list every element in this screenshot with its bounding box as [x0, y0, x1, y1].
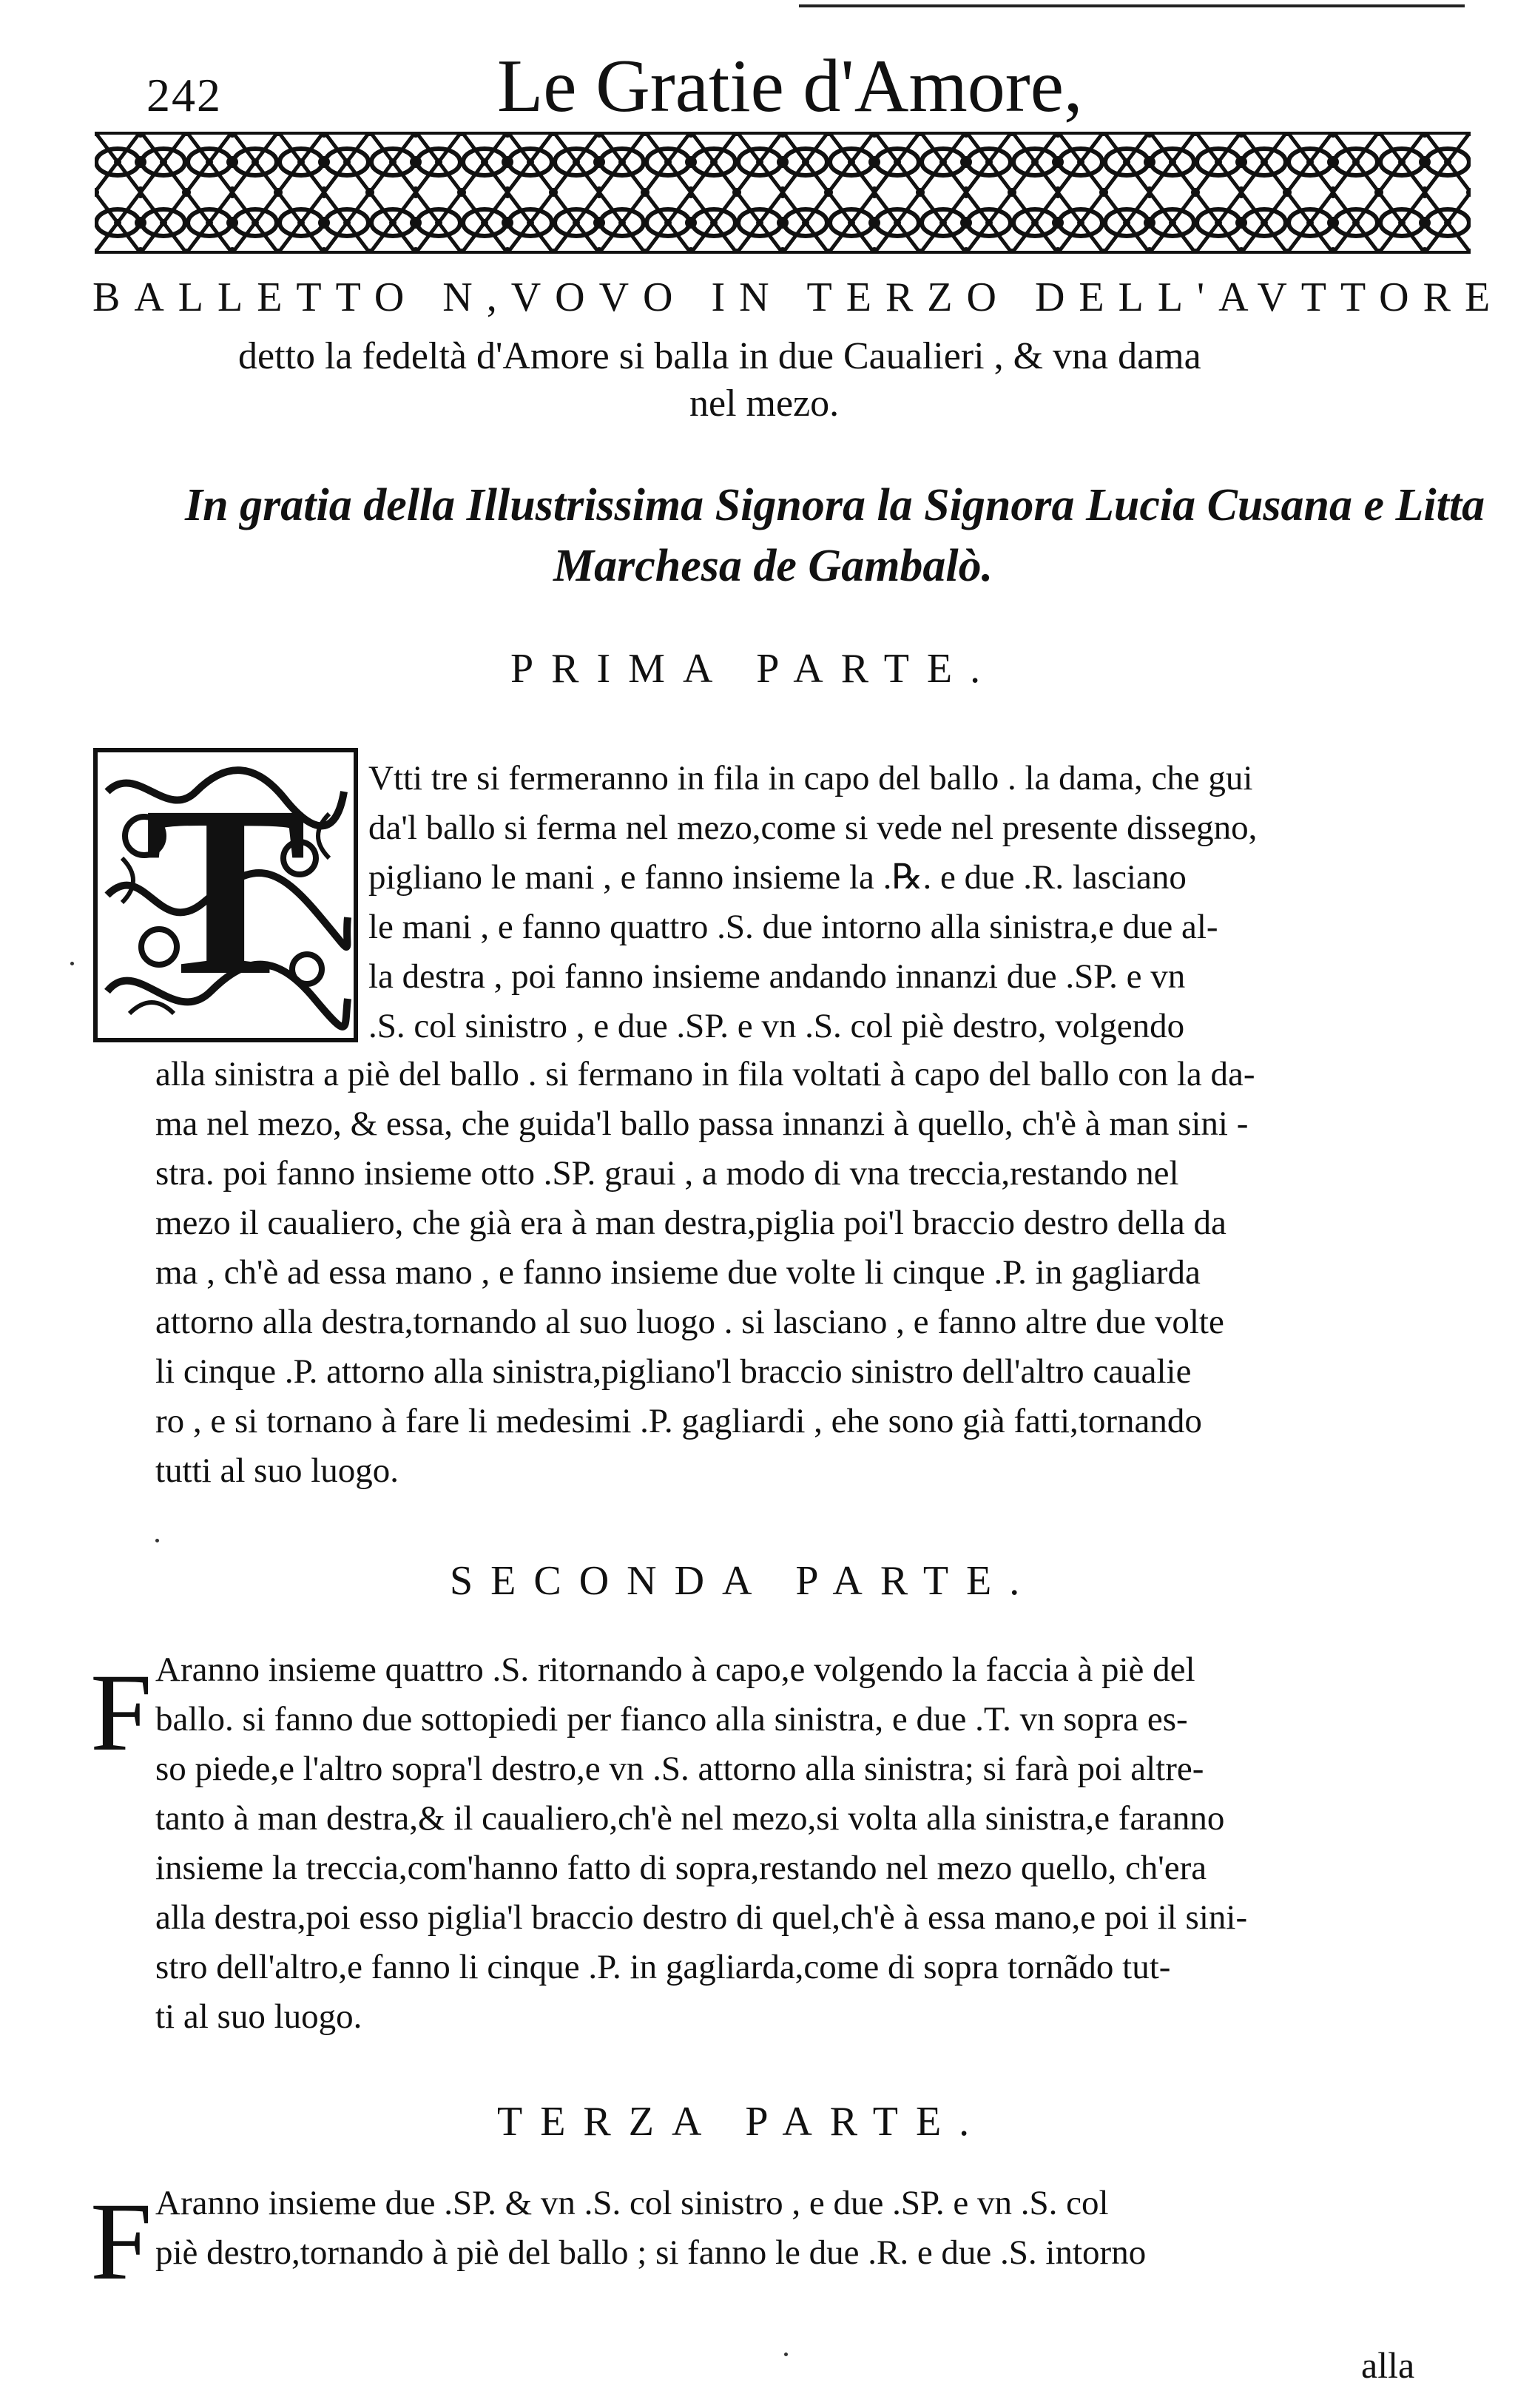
ballet-subtitle-end: nel mezo.	[689, 382, 840, 425]
prima-text-line: Vtti tre si fermeranno in fila in capo del ballo . la dama, che gui	[368, 759, 1253, 797]
top-rule	[799, 4, 1465, 7]
running-title: Le Gratie d'Amore,	[497, 44, 1083, 128]
prima-text-line: ro , e si tornano à fare li medesimi .P. gagliardi , ehe sono già fatti,tornando	[155, 1402, 1202, 1440]
initial-letter-f-seconda: F	[90, 1651, 152, 1774]
section-heading-terza: TERZA PARTE.	[497, 2099, 988, 2145]
prima-text-line: alla sinistra a piè del ballo . si fermano in fila voltati à capo del ballo con la da-	[155, 1055, 1255, 1093]
ballet-title: BALLETTO N,VOVO IN TERZO DELL'AVTTORE	[92, 274, 1505, 320]
dedication-line-1: In gratia della Illustrissima Signora la Signora Lucia Cusana e Litta	[185, 480, 1485, 530]
terza-text-line: Aranno insieme due .SP. & vn .S. col sinistro , e due .SP. e vn .S. col	[155, 2184, 1109, 2222]
initial-letter-t: T	[144, 756, 308, 1026]
prima-text-line: ma nel mezo, & essa, che guida'l ballo passa innanzi à quello, ch'è à man sini -	[155, 1104, 1249, 1143]
prima-text-line: pigliano le mani , e fanno insieme la .℞. e due .R. lasciano	[368, 858, 1187, 897]
prima-text-line: attorno alla destra,tornando al suo luogo . si lasciano , e fanno altre due volte	[155, 1303, 1224, 1341]
prima-text-line: la destra , poi fanno insieme andando innanzi due .SP. e vn	[368, 957, 1186, 996]
print-speck	[70, 962, 74, 965]
print-speck	[155, 1539, 159, 1542]
section-heading-seconda: SECONDA PARTE.	[450, 1558, 1038, 1604]
prima-text-line: le mani , e fanno quattro .S. due intorno alla sinistra,e due al-	[368, 908, 1218, 946]
seconda-text-line: stro dell'altro,e fanno li cinque .P. in gagliarda,come di sopra tornãdo tut-	[155, 1948, 1171, 1986]
prima-text-line: da'l ballo si ferma nel mezo,come si vede nel presente dissegno,	[368, 809, 1258, 847]
ballet-subtitle: detto la fedeltà d'Amore si balla in due Caualieri , & vna dama	[238, 335, 1201, 377]
dedication-line-2: Marchesa de Gambalò.	[553, 541, 993, 591]
print-speck	[784, 2353, 788, 2356]
terza-text-line: piè destro,tornando à piè del ballo ; si fanno le due .R. e due .S. intorno	[155, 2233, 1147, 2272]
page-number: 242	[146, 69, 222, 121]
section-heading-prima: PRIMA PARTE.	[510, 646, 999, 692]
seconda-text-line: insieme la treccia,com'hanno fatto di sopra,restando nel mezo quello, ch'era	[155, 1849, 1207, 1887]
ornamental-band	[95, 132, 1471, 254]
seconda-text-line: so piede,e l'altro sopra'l destro,e vn .S. attorno alla sinistra; si farà poi altre-	[155, 1750, 1204, 1788]
prima-text-line: li cinque .P. attorno alla sinistra,pigliano'l braccio sinistro dell'altro caualie	[155, 1352, 1192, 1391]
seconda-text-line: ballo. si fanno due sottopiedi per fianco alla sinistra, e due .T. vn sopra es-	[155, 1700, 1188, 1738]
prima-text-line: mezo il caualiero, che già era à man destra,piglia poi'l braccio destro della da	[155, 1204, 1226, 1242]
prima-text-line: stra. poi fanno insieme otto .SP. graui , a modo di vna treccia,restando nel	[155, 1154, 1179, 1193]
prima-text-line: .S. col sinistro , e due .SP. e vn .S. col piè destro, volgendo	[368, 1007, 1185, 1045]
seconda-text-line: Aranno insieme quattro .S. ritornando à capo,e volgendo la faccia à piè del	[155, 1650, 1195, 1689]
seconda-text-line: tanto à man destra,& il caualiero,ch'è nel mezo,si volta alla sinistra,e faranno	[155, 1799, 1225, 1838]
prima-text-line: ma , ch'è ad essa mano , e fanno insieme due volte li cinque .P. in gagliarda	[155, 1253, 1201, 1292]
seconda-text-line: alla destra,poi esso piglia'l braccio destro di quel,ch'è à essa mano,e poi il sini-	[155, 1898, 1248, 1937]
catchword: alla	[1361, 2344, 1415, 2386]
prima-text-line: tutti al suo luogo.	[155, 1451, 399, 1490]
initial-letter-f-terza: F	[90, 2180, 152, 2303]
seconda-text-line: ti al suo luogo.	[155, 1997, 362, 2036]
